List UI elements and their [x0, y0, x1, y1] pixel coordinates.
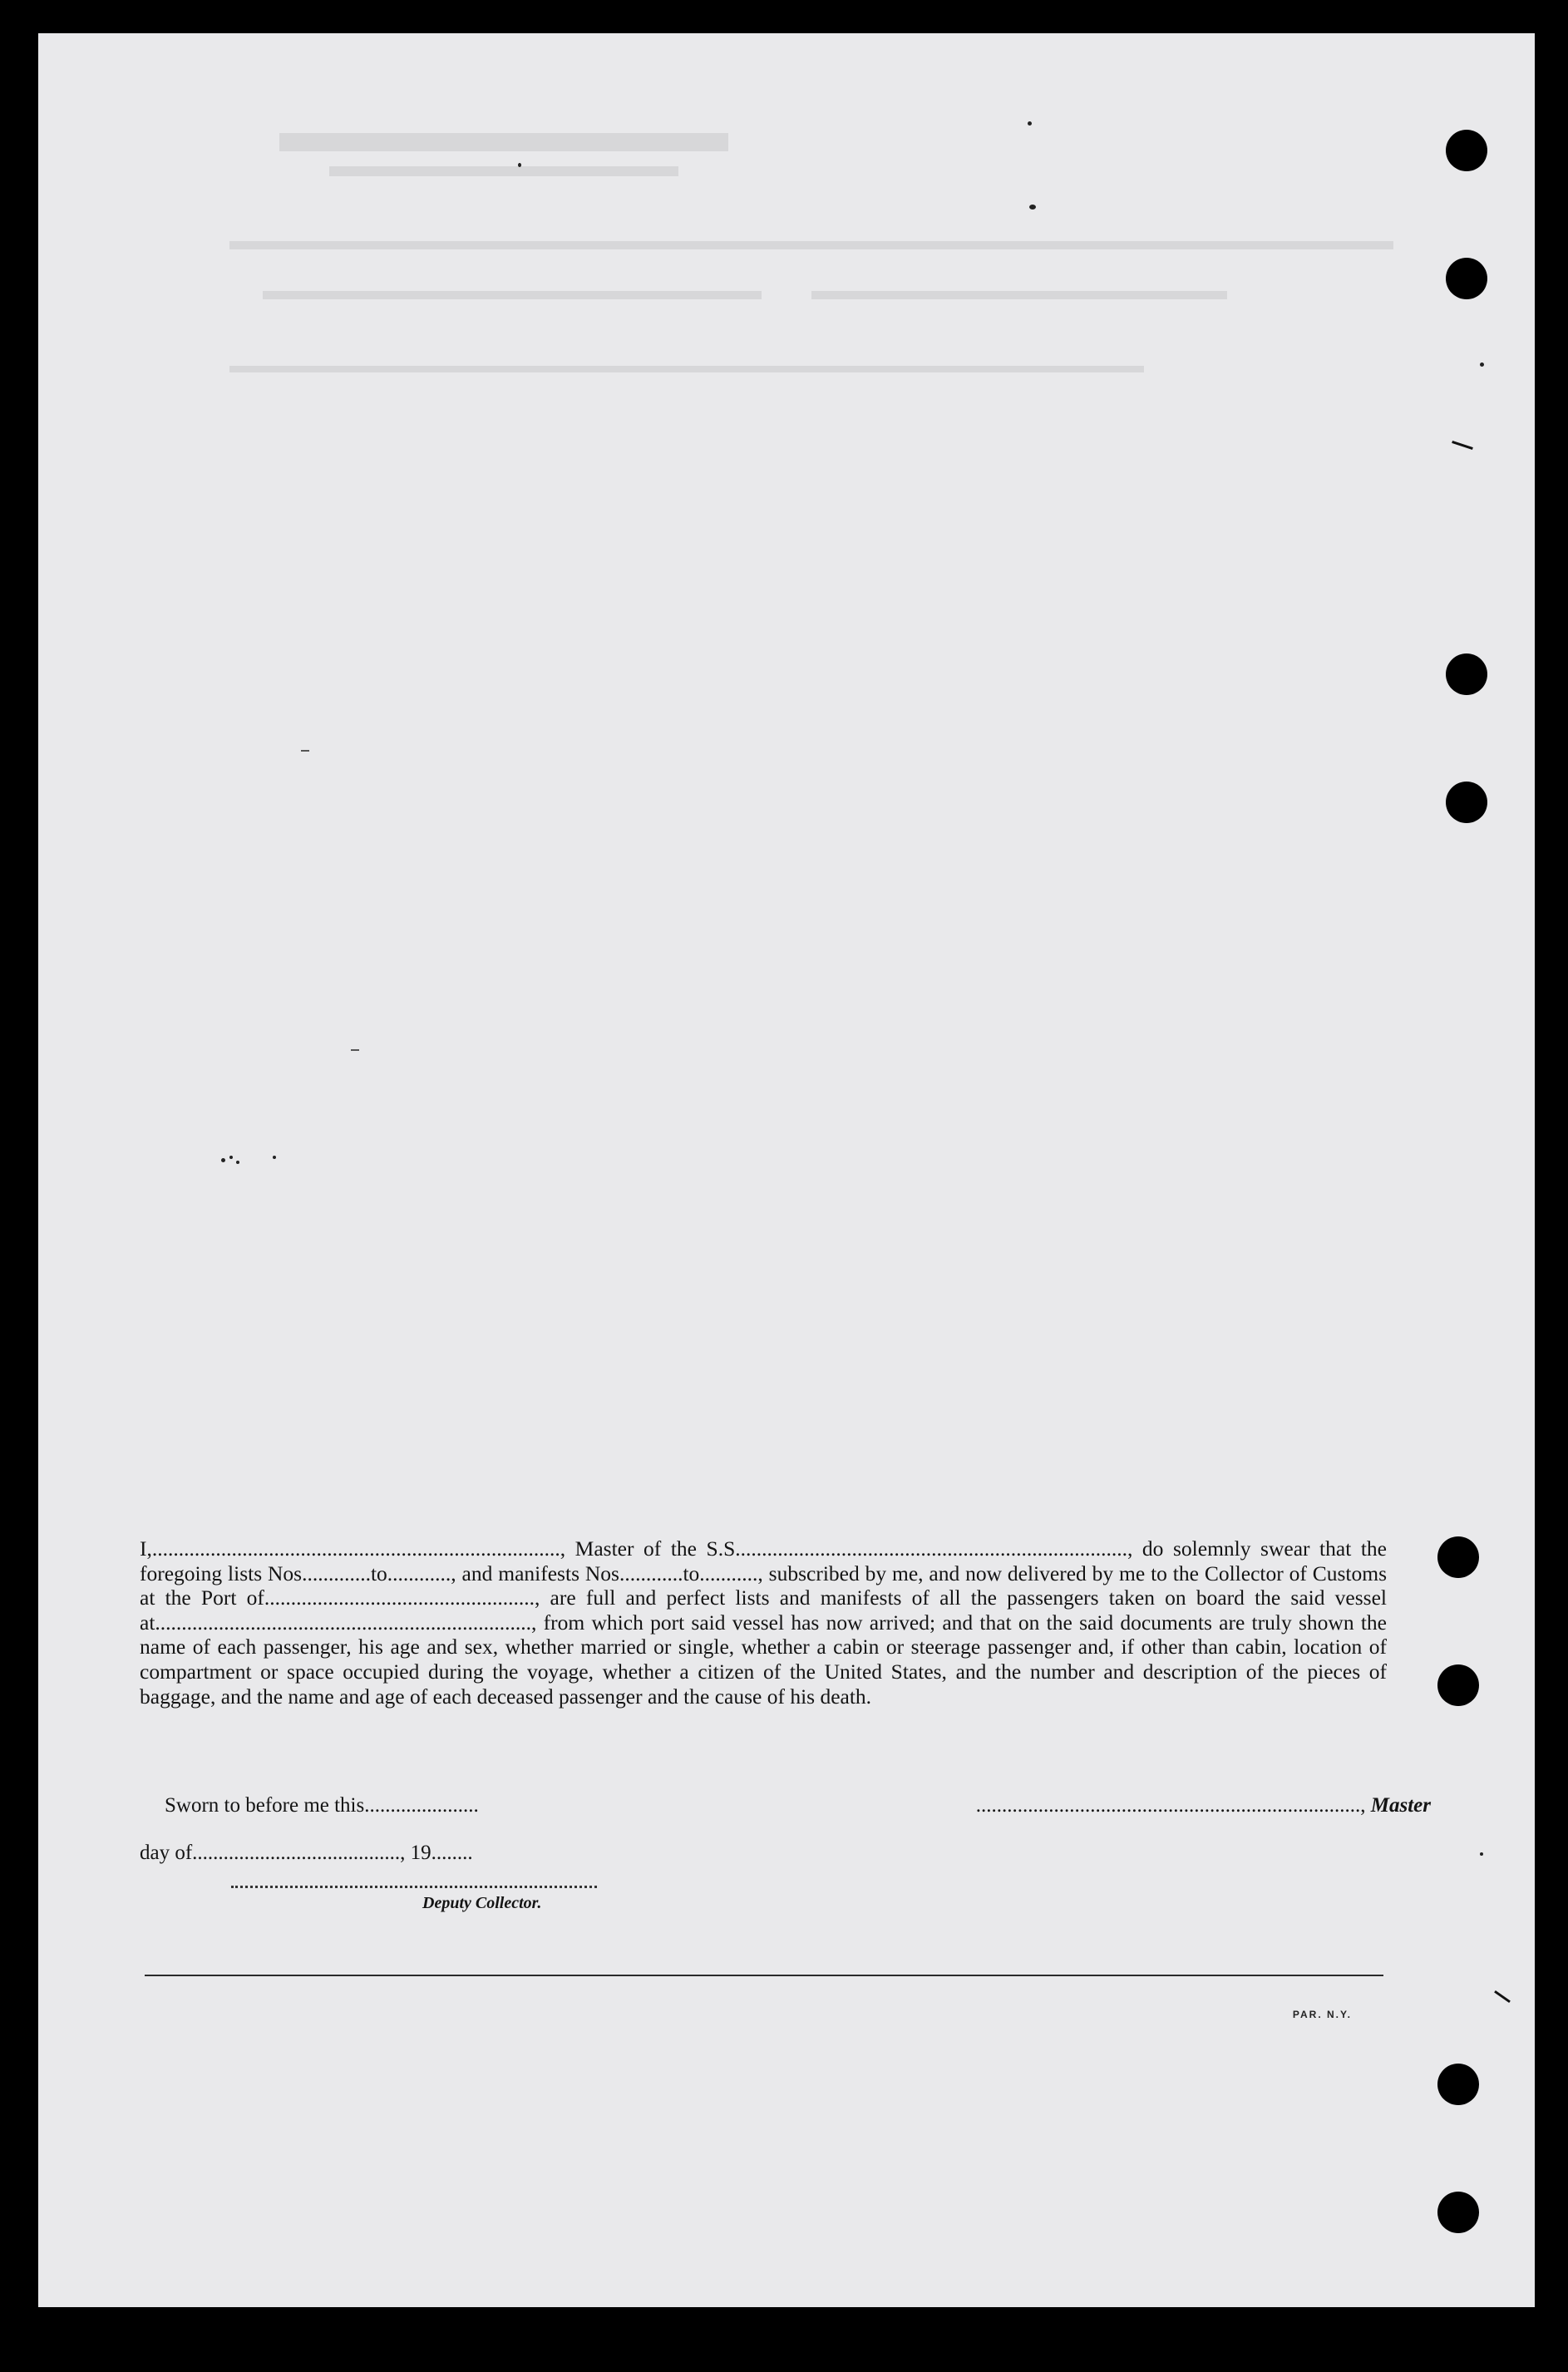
- ink-speck: [1029, 205, 1036, 210]
- oath-text: I,............................................................................., Master of the S.S.........................................................................., do solemnly swear that the foregoing lists Nos.............to............, and manifests Nos............to..........., subscribed by me, and now delivered by me to the Collector of Customs at the Port of..................................................., are full and perfect lists and manifests of all the passengers taken on board the said vessel at......................................................................., from which port said vessel has now arrived; and that on the said documents are truly shown the name of each passenger, his age and sex, whether married or single, whether a cabin or steerage passenger and, if other than cabin, location of compartment or space occupied during the voyage, whether a citizen of the United States, and the number and description of the pieces of baggage, and the name and age of each deceased passenger and the cause of his death.: [140, 1536, 1387, 1709]
- punch-hole: [1446, 258, 1487, 299]
- form-page: [38, 33, 1535, 2307]
- punch-hole: [1437, 1536, 1479, 1578]
- stray-mark: [1452, 441, 1473, 450]
- oath-paragraph: [140, 1536, 1387, 1709]
- ink-speck: [1480, 362, 1484, 367]
- ink-speck: [273, 1156, 276, 1159]
- punch-hole: [1437, 2192, 1479, 2233]
- master-label: Master: [1370, 1794, 1431, 1817]
- deputy-signature-line: [231, 1886, 597, 1888]
- sworn-line: Sworn to before me this......................: [165, 1794, 479, 1817]
- ink-speck: [229, 1156, 233, 1159]
- master-signature-line: [976, 1794, 1431, 1817]
- deputy-collector-label: Deputy Collector.: [422, 1894, 542, 1912]
- bleed-through-header: [229, 125, 1393, 424]
- stray-mark: [301, 750, 309, 752]
- punch-hole: [1437, 2064, 1479, 2105]
- punch-hole: [1446, 130, 1487, 171]
- ink-speck: [1480, 1852, 1483, 1856]
- day-line: day of........................................, 19........: [140, 1842, 473, 1864]
- punch-hole: [1446, 653, 1487, 695]
- ink-speck: [1028, 121, 1032, 126]
- printer-imprint: PAR. N.Y.: [1292, 2009, 1352, 2020]
- bottom-rule: [145, 1975, 1383, 1976]
- ink-speck: [236, 1161, 239, 1164]
- punch-hole: [1437, 1664, 1479, 1706]
- master-dots: ..........................................................................,: [975, 1794, 1366, 1817]
- stray-mark: [351, 1049, 359, 1051]
- ink-speck: [518, 163, 521, 167]
- punch-hole: [1446, 782, 1487, 823]
- ink-speck: [221, 1158, 225, 1162]
- stray-mark: [1494, 1990, 1511, 2003]
